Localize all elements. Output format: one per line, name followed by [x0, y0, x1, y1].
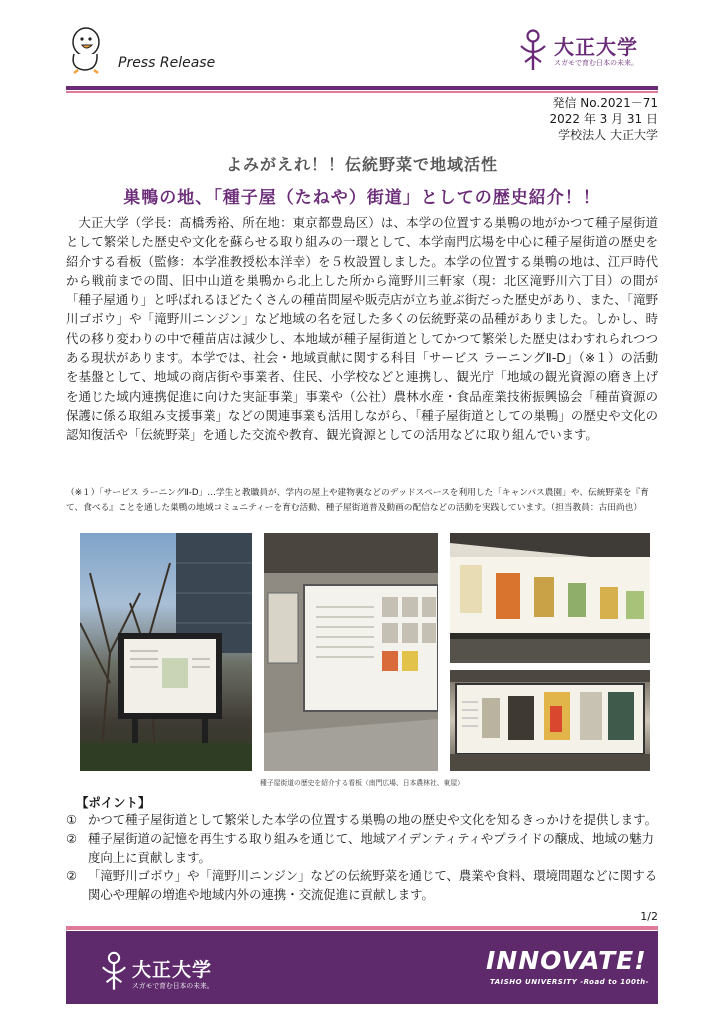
point-number: ②	[66, 868, 78, 883]
point-text: かつて種子屋街道として繁栄した本学の位置する巣鴨の地の歴史や文化を知るきっかけを提供します。	[88, 812, 657, 827]
points-title: 【ポイント】	[76, 795, 151, 810]
university-logo-icon	[518, 28, 548, 72]
mascot-icon	[64, 24, 108, 74]
point-text: 種子屋街道の記憶を再生する取り組みを通じて、地域アイデンティティやプライドの醸成、地域の魅力度向上に貢献します。	[88, 831, 654, 865]
university-logo-tagline: スガモで育む日本の未来。	[554, 59, 638, 67]
issue-date: 2022 年 3 月 31 日	[549, 112, 658, 126]
footer-rule-accent	[66, 926, 658, 930]
headline: 巣鴨の地、「種子屋（たねや）街道」としての歴史紹介！！	[123, 188, 601, 208]
issue-number: 発信 No.2021－71	[552, 96, 658, 110]
innovate-wordmark: INNOVATE!	[486, 946, 647, 975]
issue-publisher: 学校法人 大正大学	[558, 128, 658, 142]
page-number: 1/2	[640, 910, 658, 923]
university-logo	[518, 28, 658, 74]
issue-info	[549, 95, 658, 143]
point-item	[66, 811, 658, 830]
university-logo-name: 大正大学	[554, 35, 638, 59]
point-item	[66, 867, 658, 904]
body-paragraph: 大正大学（学長：髙橋秀裕、所在地：東京都豊島区）は、本学の位置する巣鴨の地がかつて種子屋街道として繁栄した歴史や文化を蘇らせる取り組みの一環として、本学南門広場を中心に種子屋街道の歴史を紹介する看板（監修：本学准教授松本洋幸）を５枚設置しました。本学の位置する巣鴨の地は、江戸時代から戦前までの間、旧中山道を巣鴨から北上した所から滝野川三軒家（現：北区滝野川六丁目）の間が「種子屋通り」と呼ばれるほどたくさんの種苗問屋や販売店が立ち並ぶ街だった歴史があり、また、「滝野川ゴボウ」や「滝野川ニンジン」など地域の名を冠した多くの伝統野菜の品種がありました。しかし、時代の移り変わりの中で種苗店は減少し、本地域が種子屋街道としてかつて繁栄した歴史はわすれられつつある現状があります。本学では、社会・地域貢献に関する科目「サービス ラーニングⅡ-D」（※１）の活動を基盤として、地域の商店街や事業者、住民、小学校などと連携し、観光庁「地域の観光資源の磨き上げを通じた域内連携促進に向けた実証事業」事業や（公社）農林水産・食品産業技術振興協会「種苗資源の保護に係る取組み支援事業」などの関連事業も活用しながら、「種子屋街道としての巣鴨」の歴史や文化の認知復活や「伝統野菜」を通した交流や教育、観光資源としての活用などに取り組んでいます。	[66, 215, 658, 443]
press-release-label: Press Release	[118, 55, 216, 71]
footnote: （※１）「サービス ラーニングⅡ-D」…学生と教職員が、学内の屋上や建物裏などのデッドスペースを利用した「キャンパス農園」や、伝統野菜を『育て、食べる』ことを通した巣鴨の地域コミュニティーを育む活動、種子屋街道普及動画の配信などの活動を実践しています。（担当教員：古田尚也）	[66, 488, 649, 513]
header-rule	[66, 86, 658, 90]
point-number: ①	[66, 812, 78, 827]
footer-logo-name: 大正大学	[132, 959, 213, 981]
footer-logo-tagline: スガモで育む日本の未来。	[132, 982, 214, 990]
footer-university-logo	[100, 950, 240, 994]
photo-signboard-gazebo	[450, 533, 650, 663]
photo-signboard-display-panels	[450, 670, 650, 771]
photo-caption: 種子屋街道の歴史を紹介する看板（南門広場、日本農林社、東屋）	[260, 779, 464, 787]
subtitle: よみがえれ！！伝統野菜で地域活性	[225, 155, 498, 174]
point-number: ②	[66, 831, 78, 846]
point-text: 「滝野川ゴボウ」や「滝野川ニンジン」などの伝統野菜を通じて、農業や食料、環境問題などに関する関心や理解の増進や地域内外の連携・交流促進に貢献します。	[88, 868, 658, 902]
innovate-subtitle: TAISHO UNIVERSITY -Road to 100th-	[490, 978, 650, 986]
point-item	[66, 830, 658, 867]
footer-logo-icon	[100, 950, 128, 992]
photo-signboard-south-gate	[80, 533, 252, 771]
header-rule-accent	[66, 91, 658, 93]
photo-signboard-nihon-norinsha	[264, 533, 438, 771]
